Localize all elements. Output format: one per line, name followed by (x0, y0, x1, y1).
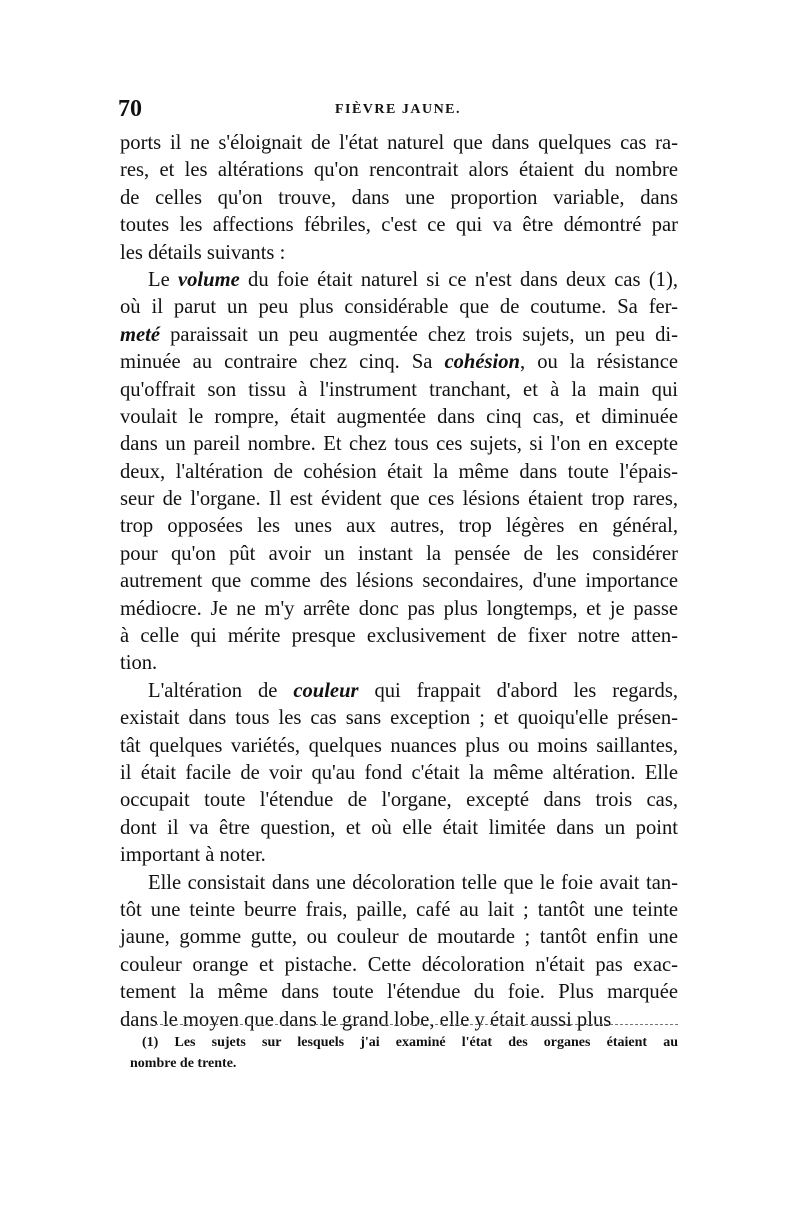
footnote (130, 1032, 678, 1074)
text-segment: qui frappait d'abord les regards, (358, 679, 678, 702)
text-line: voulait le rompre, était augmentée dans cinq cas, et diminuée (120, 405, 678, 428)
text-line: tion. (120, 652, 158, 675)
text-line: seur de l'organe. Il est évident que ces lésions étaient trop rares, (120, 488, 678, 511)
running-title: FIÈVRE JAUNE. (334, 102, 462, 117)
text-segment: du foie était naturel si ce n'est dans deux cas (1), (239, 268, 678, 291)
text-line: tât quelques variétés, quelques nuances plus ou moins saillantes, (120, 734, 678, 757)
text-line: autrement que comme des lésions secondaires, d'une importance (120, 570, 678, 593)
text-line (120, 349, 678, 376)
text-line: deux, l'altération de cohésion était la même dans toute l'épais- (120, 460, 678, 483)
text-line: à celle qui mérite presque exclusivement de fixer notre atten- (120, 625, 678, 648)
text-segment: Le (148, 268, 178, 291)
emphasized-term: volume (177, 268, 240, 291)
emphasized-term: cohésion (444, 351, 521, 374)
text-line: occupait toute l'étendue de l'organe, excepté dans trois cas, (120, 789, 678, 812)
text-line: dans un pareil nombre. Et chez tous ces sujets, si l'on en excepte (120, 433, 678, 456)
text-line: existait dans tous les cas sans exception ; et quoiqu'elle présen- (120, 707, 678, 730)
emphasized-term: meté (120, 323, 161, 346)
text-line: dans le moyen que dans le grand lobe, elle y était aussi plus (120, 1008, 612, 1031)
text-line: ports il ne s'éloignait de l'état naturel que dans quelques cas ra- (120, 132, 678, 154)
text-line: important à noter. (120, 844, 266, 867)
footnote-line: nombre de trente. (130, 1056, 237, 1071)
text-segment: paraissait un peu augmentée chez trois sujets, un peu di- (160, 323, 678, 346)
body-text (120, 130, 678, 1034)
text-line (120, 322, 678, 349)
text-line: Elle consistait dans une décoloration telle que le foie avait tan- (148, 871, 678, 894)
text-line (120, 267, 678, 294)
text-line: dont il va être question, et où elle était limitée dans un point (120, 816, 678, 839)
page-header (118, 96, 678, 126)
text-line: qu'offrait son tissu à l'instrument tranchant, et à la main qui (120, 378, 678, 401)
text-line (120, 678, 678, 705)
text-line: tôt une teinte beurre frais, paille, café au lait ; tantôt une teinte (120, 898, 678, 921)
text-segment: , ou la résistance (520, 351, 678, 374)
text-line: il était facile de voir qu'au fond c'était la même altération. Elle (120, 761, 678, 784)
text-segment: L'altération de (148, 679, 294, 702)
text-line: les détails suivants : (120, 241, 286, 264)
text-line: médiocre. Je ne m'y arrête donc pas plus longtemps, et je passe (120, 597, 678, 620)
text-line: pour qu'on pût avoir un instant la pensée de les considérer (120, 542, 678, 565)
text-line: de celles qu'on trouve, dans une proportion variable, dans (120, 186, 678, 209)
emphasized-term: couleur (293, 679, 359, 702)
footnote-line: (1) Les sujets sur lesquels j'ai examiné l'état des organes étaient au (142, 1035, 678, 1050)
text-segment: minuée au contraire chez cinq. Sa (120, 351, 445, 374)
text-line: où il parut un peu plus considérable que de coutume. Sa fer- (120, 296, 678, 319)
text-line: jaune, gomme gutte, ou couleur de moutarde ; tantôt enfin une (120, 926, 678, 949)
text-line: toutes les affections fébriles, c'est ce qui va être démontré par (120, 214, 678, 237)
text-line: tement la même dans toute l'étendue du foie. Plus marquée (120, 981, 678, 1004)
text-line: couleur orange et pistache. Cette décoloration n'était pas exac- (120, 953, 678, 976)
text-line: res, et les altérations qu'on rencontrait alors étaient du nombre (120, 159, 678, 182)
page-number: 70 (118, 96, 142, 122)
footnote-rule (150, 1024, 678, 1025)
text-line: trop opposées les unes aux autres, trop légères en général, (120, 515, 678, 538)
